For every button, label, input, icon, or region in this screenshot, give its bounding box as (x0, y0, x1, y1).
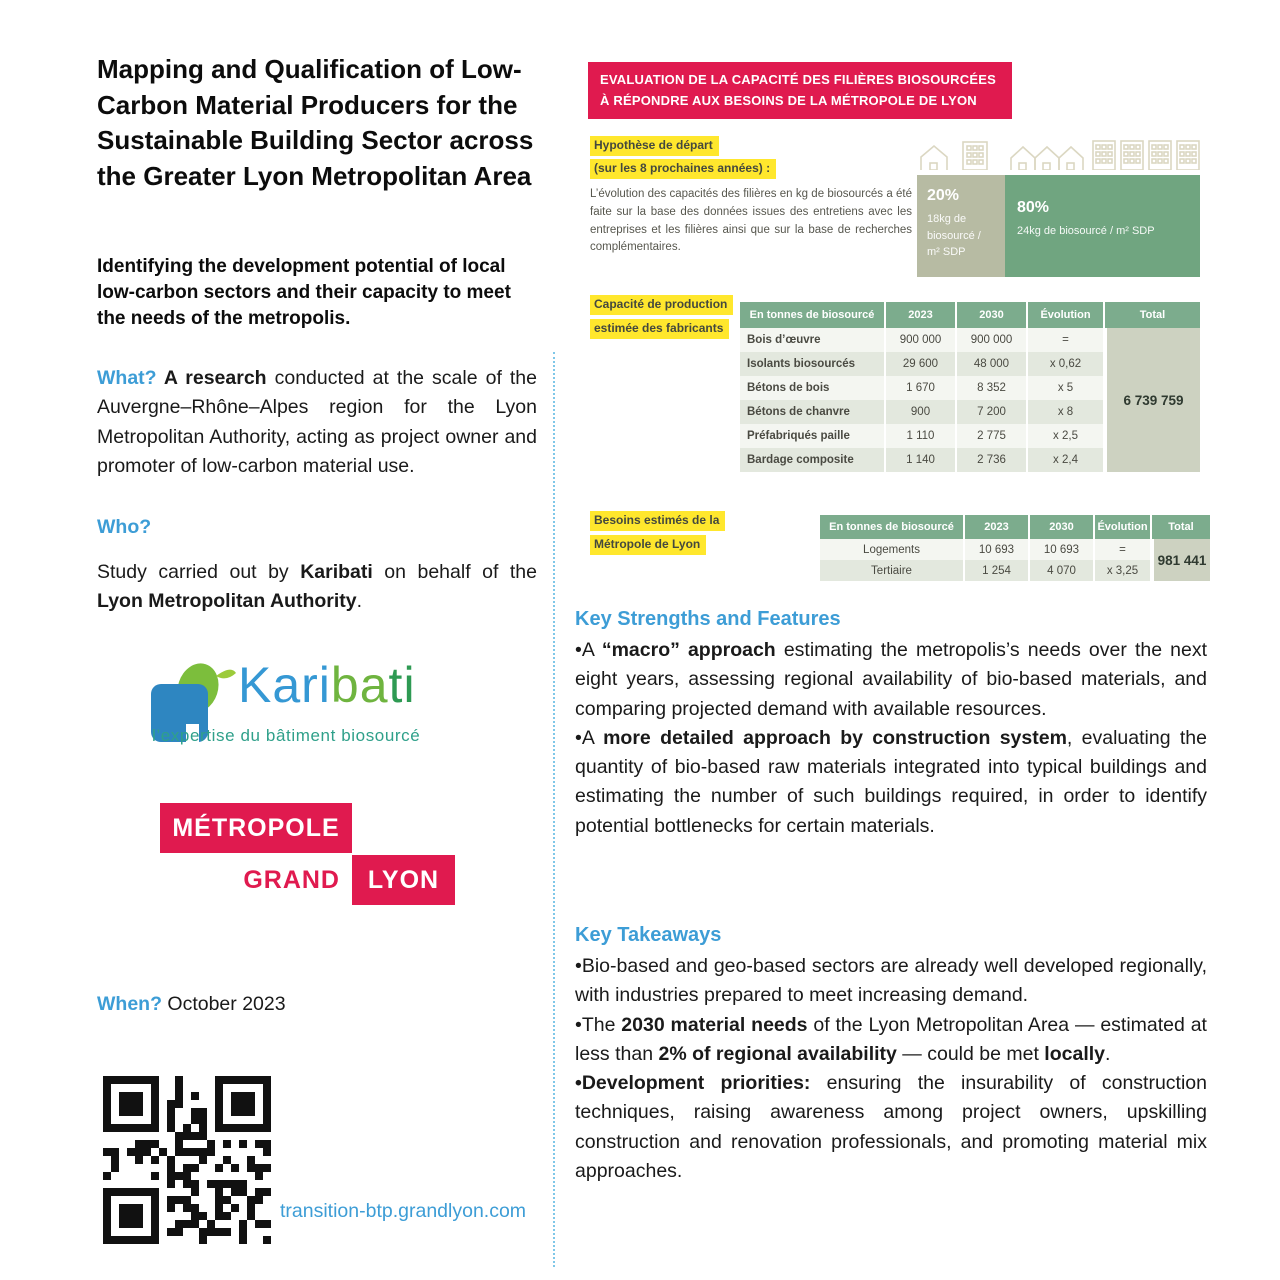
split-graphic (917, 138, 1200, 277)
evaluation-banner (588, 62, 1012, 119)
split-20-box (917, 175, 1005, 277)
needs-table-header: En tonnes de biosourcé 2023 2030 Évolution Total (820, 515, 1210, 539)
site-url[interactable]: transition-btp.grandlyon.com (280, 1200, 527, 1222)
split-80-box (1005, 175, 1200, 277)
table-row: Logements 10 693 10 693 = 981 441 (820, 539, 1210, 560)
takeaways-list (575, 952, 1207, 1186)
when-line: When? October 2023 (97, 993, 286, 1015)
strengths-bullet: •A “macro” approach estimating the metropolis’s needs over the next eight years, assessing regional availability of bio-based materials, and comparing projected demand with available resources. (575, 639, 1207, 720)
buildings-skyline-icon (917, 138, 1200, 170)
metropole-logo-bottom (160, 855, 455, 905)
who-paragraph: Study carried out by Karibati on behalf of the Lyon Metropolitan Authority. (97, 561, 537, 613)
who-heading: Who? (97, 516, 152, 538)
metropole-grand-lyon-logo (160, 803, 455, 907)
split-80-pct: 80% (1017, 199, 1050, 216)
strengths-bullet: •A more detailed approach by construction system, evaluating the quantity of bio-based raw materials integrated into typical buildings and estimating the number of such buildings required, in order to identify potential bottlenecks for certain materials. (575, 726, 1207, 837)
metropole-logo-top: MÉTROPOLE (160, 803, 352, 853)
needs-total: 981 441 (1152, 539, 1210, 581)
takeaways-bullet: •The 2030 material needs of the Lyon Metropolitan Area — estimated at less than 2% of regional availability — could be met locally. (575, 1013, 1207, 1065)
takeaways-heading: Key Takeaways (575, 924, 722, 946)
table-row: Bardage composite 1 140 2 736 x 2,4 (740, 448, 1200, 472)
capacity-label: Capacité de production estimée des fabricants (590, 292, 733, 340)
hypothesis-label: Hypothèse de départ (sur les 8 prochaines années) : (590, 133, 776, 179)
table-row: Tertiaire 1 254 4 070 x 3,25 (820, 560, 1210, 581)
page-title: Mapping and Qualification of Low-Carbon Material Producers for the Sustainable Building Sector across the Greater Lyon Metropolitan Area (97, 54, 534, 191)
needs-table (820, 515, 1210, 581)
needs-label: Besoins estimés de la Métropole de Lyon (590, 508, 725, 556)
capacity-table-header: En tonnes de biosourcé 2023 2030 Évolution Total (740, 302, 1200, 328)
qr-code (103, 1076, 271, 1244)
hypothesis-body: L’évolution des capacités des filières en kg de biosourcés a été faite sur la base des données issues des entretiens avec les entreprises et les filières ainsi que sur la base de recherches complémentaires. (590, 188, 912, 254)
capacity-table (740, 302, 1200, 472)
evaluation-banner-line2: À RÉPONDRE AUX BESOINS DE LA MÉTROPOLE DE LYON (600, 92, 977, 108)
page-subtitle: Identifying the development potential of local low-carbon sectors and their capacity to meet the needs of the metropolis. (97, 256, 511, 330)
split-80-caption: 24kg de biosourcé / m² SDP (1017, 225, 1155, 237)
column-divider (553, 352, 555, 1267)
karibati-logo (150, 656, 450, 758)
metropole-logo-lyon: LYON (352, 855, 455, 905)
table-row: Préfabriqués paille 1 110 2 775 x 2,5 (740, 424, 1200, 448)
karibati-tagline: l’expertise du bâtiment biosourcé (152, 726, 421, 745)
split-20-pct: 20% (927, 187, 960, 204)
table-row: Bétons de chanvre 900 7 200 x 8 (740, 400, 1200, 424)
what-paragraph: What? A research conducted at the scale of the Auvergne–Rhône–Alpes region for the Lyon Metropolitan Authority, acting as project owner and promoter of low-carbon material use. (97, 367, 537, 477)
table-row: Bois d’œuvre 900 000 900 000 = 6 739 759 (740, 328, 1200, 352)
takeaways-bullet: •Development priorities: ensuring the insurability of construction techniques, raising awareness among project owners, upskilling construction and renovation professionals, and promoting material mix approaches. (575, 1072, 1207, 1182)
table-row: Isolants biosourcés 29 600 48 000 x 0,62 (740, 352, 1200, 376)
metropole-logo-grand: GRAND (243, 865, 340, 894)
table-row: Bétons de bois 1 670 8 352 x 5 (740, 376, 1200, 400)
evaluation-banner-line1: EVALUATION DE LA CAPACITÉ DES FILIÈRES BIOSOURCÉES (600, 72, 996, 87)
capacity-total: 6 739 759 (1105, 328, 1200, 472)
strengths-list (575, 636, 1207, 841)
karibati-wordmark: Karibati (238, 657, 416, 713)
takeaways-bullet: •Bio-based and geo-based sectors are already well developed regionally, with industries prepared to meet increasing demand. (575, 955, 1207, 1007)
strengths-heading: Key Strengths and Features (575, 608, 841, 630)
split-20-caption: 18kg de biosourcé / m² SDP (927, 213, 981, 258)
